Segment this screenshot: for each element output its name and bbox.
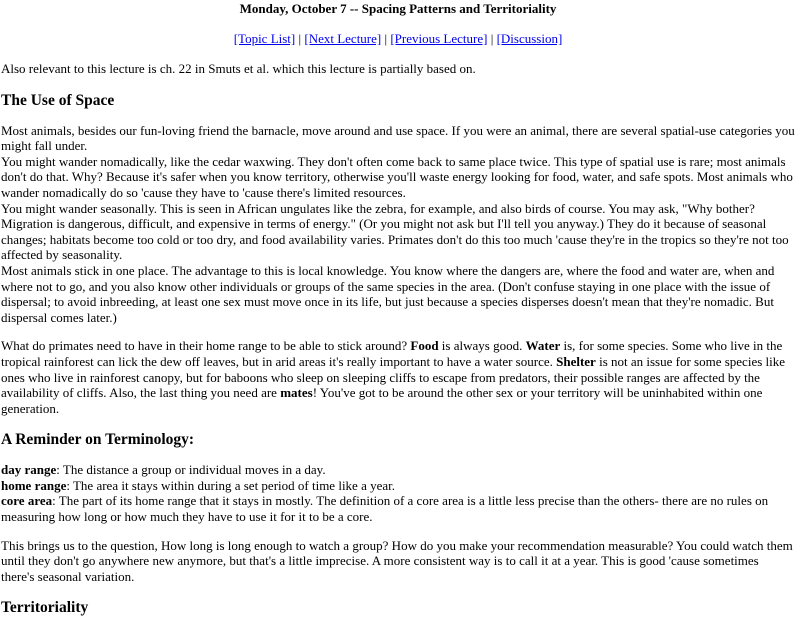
observation-length-paragraph: This brings us to the question, How long is long enough to watch a group? How do you make your recommendation measurable? You could watch them until they don't go anywhere new anymore, but that's a little imprecise. A more consistent way is to call it at a year. This is good 'cause sometimes there's seasonal variation. <box>1 537 793 584</box>
definition-core-area <box>1 493 795 524</box>
paragraph: Most animals stick in one place. The advantage to this is local knowledge. You know where the dangers are, where the food and water are, when and where not to go, and you also know other individuals or groups of the same species in the area. (Don't confuse staying in one place with the issue of dispersal; to avoid inbreeding, at least one sex must move once in its life, but just because a species disperses doesn't mean that they're nomadic. But dispersal comes later.) <box>1 262 775 325</box>
text-run: ! You've got to be around the other sex or your territory will be uninhabited within one generation. <box>1 385 763 416</box>
terminology-list <box>1 462 795 524</box>
primate-needs-paragraph <box>1 338 795 416</box>
term-label: home range <box>1 477 67 493</box>
definition-day-range <box>1 462 795 478</box>
text-run: is, for some species. Some who live in the tropical rainforest can lick the dew off leaves, but in arid areas it's really important to have a water source. <box>1 338 783 369</box>
water-term: Water <box>525 338 561 354</box>
food-term: Food <box>410 338 439 354</box>
use-of-space-body <box>1 123 795 326</box>
text-run: is always good. <box>438 338 526 354</box>
discussion-link[interactable]: [Discussion] <box>496 31 563 46</box>
term-definition: : The part of its home range that it stays in mostly. The definition of a core area is a little less precise than the others- there are no rules on measuring how long or how much they have to use it for it to be a core. <box>1 493 769 525</box>
section-heading-use-of-space: The Use of Space <box>1 91 115 109</box>
shelter-term: Shelter <box>556 353 596 369</box>
paragraph: You might wander seasonally. This is seen in African ungulates like the zebra, for example, and also birds of course. You may ask, "Why bother? Migration is dangerous, difficult, and expensive in terms of energy." (Or you might not ask but I'll tell you anyway.) They do it because of seasonal changes; habitats become too cold or too dry, and food availability varies. Primates don't do this too much 'cause they're in the tropics so they're not too affected by seasonality. <box>1 200 789 263</box>
next-lecture-link[interactable]: [Next Lecture] <box>304 31 382 46</box>
section-heading-terminology: A Reminder on Terminology: <box>1 431 195 449</box>
paragraph: Most animals, besides our fun-loving friend the barnacle, move around and use space. If you were an animal, there are several spatial-use categories you might fall under. <box>1 122 795 154</box>
term-label: day range <box>1 462 57 478</box>
section-heading-territoriality: Territoriality <box>1 599 89 617</box>
text-run: What do primates need to have in their home range to be able to stick around? <box>1 338 411 354</box>
nav-separator: | <box>490 31 494 46</box>
paragraph: You might wander nomadically, like the cedar waxwing. They don't often come back to same place twice. This type of spatial use is rare; most animals don't do that. Why? Because it's safer when you know territory, otherwise you'll waste energy looking for food, water, and safe spots. Most animals who wander nomadically do so 'cause they have to 'cause there's limited resources. <box>1 153 793 200</box>
topic-list-link[interactable]: [Topic List] <box>233 31 296 46</box>
term-definition: : The area it stays within during a set period of time like a year. <box>66 477 395 493</box>
mates-term: mates <box>280 385 313 401</box>
definition-home-range <box>1 478 795 494</box>
nav-separator: | <box>298 31 302 46</box>
term-label: core area <box>1 493 53 509</box>
nav-separator: | <box>384 31 388 46</box>
term-definition: : The distance a group or individual moves in a day. <box>56 462 326 478</box>
intro-paragraph: Also relevant to this lecture is ch. 22 in Smuts et al. which this lecture is partially based on. <box>1 61 476 76</box>
text-run: is not an issue for some species like ones who live in rainforest canopy, but for baboons who sleep on sleeping cliffs to escape from predators, their possible ranges are affected by the availability of cliffs. Also, the last thing you need are <box>1 353 786 401</box>
previous-lecture-link[interactable]: [Previous Lecture] <box>390 31 488 46</box>
page-title: Monday, October 7 -- Spacing Patterns and Territoriality <box>239 1 557 16</box>
lecture-nav <box>1 31 795 47</box>
